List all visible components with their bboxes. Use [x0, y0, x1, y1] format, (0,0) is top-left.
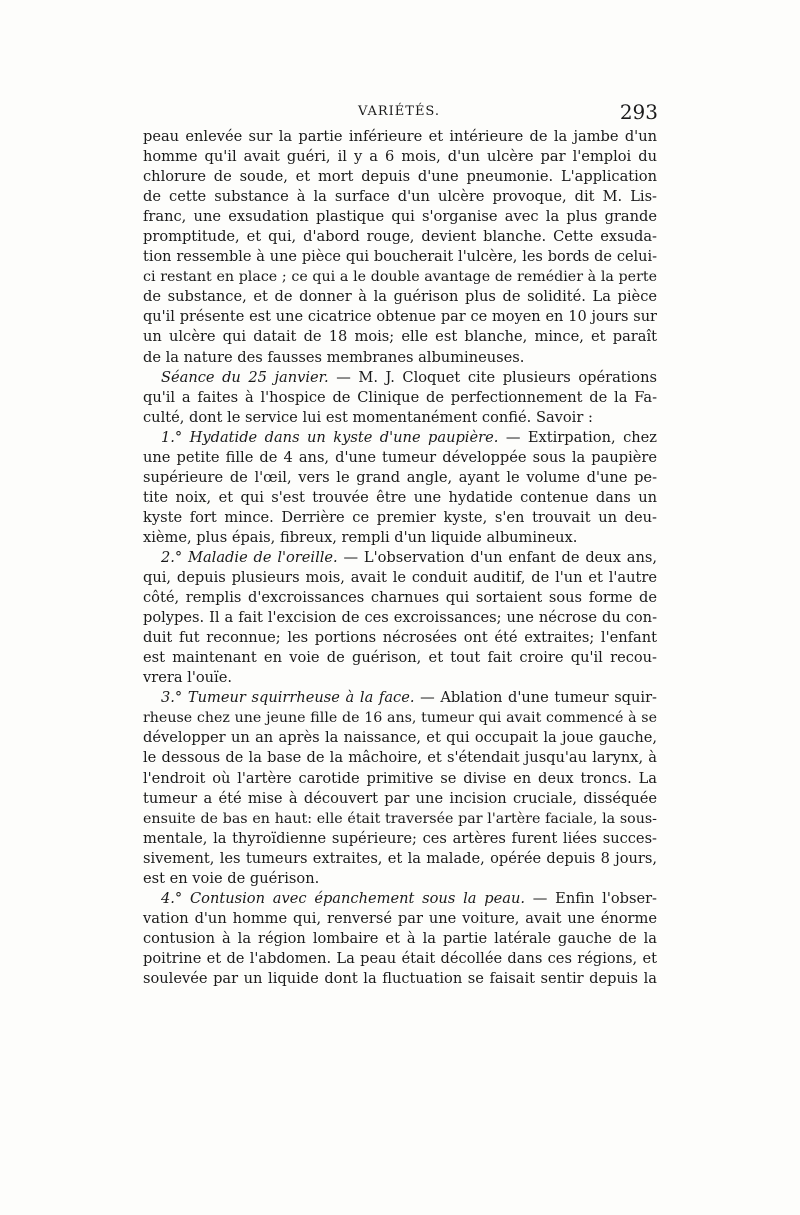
text-line: tion ressemble à une pièce qui boucherait l'ulcère, les bords de celui-: [143, 249, 657, 266]
text-line: qui, depuis plusieurs mois, avait le conduit auditif, de l'un et l'autre: [143, 569, 657, 587]
text-line: homme qu'il avait guéri, il y a 6 mois, d'un ulcère par l'emploi du: [143, 148, 657, 166]
text-line: une petite fille de 4 ans, d'une tumeur développée sous la paupière: [143, 448, 657, 466]
text-line: qu'il présente est une cicatrice obtenue par ce moyen en 10 jours sur: [143, 309, 657, 326]
text-line: ci restant en place ; ce qui a le double avantage de remédier à la perte: [143, 269, 657, 286]
text-line: développer un an après la naissance, et qui occupait la joue gauche,: [143, 729, 657, 747]
text-line: 2.° Maladie de l'oreille. — L'observation d'un enfant de deux ans,: [161, 548, 657, 566]
text-line: tite noix, et qui s'est trouvée être une hydatide contenue dans un: [143, 488, 657, 506]
text-line: Séance du 25 janvier. — M. J. Cloquet cite plusieurs opérations: [161, 368, 657, 386]
text-line: rheuse chez une jeune fille de 16 ans, tumeur qui avait commencé à se: [143, 710, 657, 727]
text-line: vrera l'ouïe.: [143, 669, 232, 687]
text-line: côté, remplis d'excroissances charnues qui sortaient sous forme de: [143, 589, 657, 607]
text-line: 4.° Contusion avec épanchement sous la peau. — Enfin l'obser-: [161, 889, 657, 907]
text-line: l'endroit où l'artère carotide primitive se divise en deux troncs. La: [143, 769, 657, 787]
text-line: peau enlevée sur la partie inférieure et intérieure de la jambe d'un: [143, 128, 657, 145]
body-text: [143, 127, 657, 989]
text-line: qu'il a faites à l'hospice de Clinique de perfectionnement de la Fa-: [143, 388, 657, 406]
text-line: sivement, les tumeurs extraites, et la malade, opérée depuis 8 jours,: [143, 849, 657, 867]
text-line: ensuite de bas en haut: elle était traversée par l'artère faciale, la sous-: [143, 810, 657, 827]
running-head: [140, 100, 658, 124]
page-number: 293: [619, 100, 658, 124]
text-line: 1.° Hydatide dans un kyste d'une paupière. — Extirpation, chez: [161, 428, 658, 446]
text-line: supérieure de l'œil, vers le grand angle, ayant le volume d'une pe-: [143, 468, 657, 486]
text-line: le dessous de la base de la mâchoire, et s'étendait jusqu'au larynx, à: [143, 749, 657, 767]
section-heading: 4.° Contusion avec épanchement sous la peau.: [161, 889, 525, 907]
text-line: de substance, et de donner à la guérison plus de solidité. La pièce: [143, 288, 657, 306]
text-line: culté, dont le service lui est momentanément confié. Savoir :: [143, 408, 593, 426]
text-line: de la nature des fausses membranes albumineuses.: [143, 348, 525, 366]
text-line: franc, une exsudation plastique qui s'organise avec la plus grande: [143, 208, 657, 226]
text-line: chlorure de soude, et mort depuis d'une pneumonie. L'application: [143, 168, 657, 186]
section-heading: 2.° Maladie de l'oreille.: [161, 548, 338, 566]
text-line: polypes. Il a fait l'excision de ces excroissances; une nécrose du con-: [143, 609, 657, 627]
text-line: est en voie de guérison.: [143, 869, 320, 887]
text-line: xième, plus épais, fibreux, rempli d'un liquide albumineux.: [143, 528, 578, 546]
text-line: soulevée par un liquide dont la fluctuation se faisait sentir depuis la: [143, 969, 657, 987]
text-line: contusion à la région lombaire et à la partie latérale gauche de la: [143, 929, 657, 947]
text-line: tumeur a été mise à découvert par une incision cruciale, disséquée: [143, 789, 657, 807]
text-line: poitrine et de l'abdomen. La peau était décollée dans ces régions, et: [143, 949, 657, 967]
text-line: mentale, la thyroïdienne supérieure; ces artères furent liées succes-: [143, 829, 657, 847]
text-line: duit fut reconnue; les portions nécrosées ont été extraites; l'enfant: [143, 629, 657, 647]
running-title: VARIÉTÉS.: [357, 104, 441, 119]
text-line: vation d'un homme qui, renversé par une voiture, avait une énorme: [143, 909, 657, 927]
text-line: promptitude, et qui, d'abord rouge, devient blanche. Cette exsuda-: [143, 228, 657, 246]
section-heading: Séance du 25 janvier.: [161, 368, 329, 386]
text-line: est maintenant en voie de guérison, et tout fait croire qu'il recou-: [143, 649, 657, 667]
text-line: de cette substance à la surface d'un ulcère provoque, dit M. Lis-: [143, 188, 657, 206]
text-line: un ulcère qui datait de 18 mois; elle est blanche, mince, et paraît: [143, 328, 657, 346]
section-heading: 3.° Tumeur squirrheuse à la face.: [161, 689, 415, 707]
text-line: 3.° Tumeur squirrheuse à la face. — Ablation d'une tumeur squir-: [161, 689, 657, 707]
section-heading: 1.° Hydatide dans un kyste d'une paupière.: [161, 428, 499, 446]
text-line: kyste fort mince. Derrière ce premier kyste, s'en trouvait un deu-: [143, 508, 657, 526]
